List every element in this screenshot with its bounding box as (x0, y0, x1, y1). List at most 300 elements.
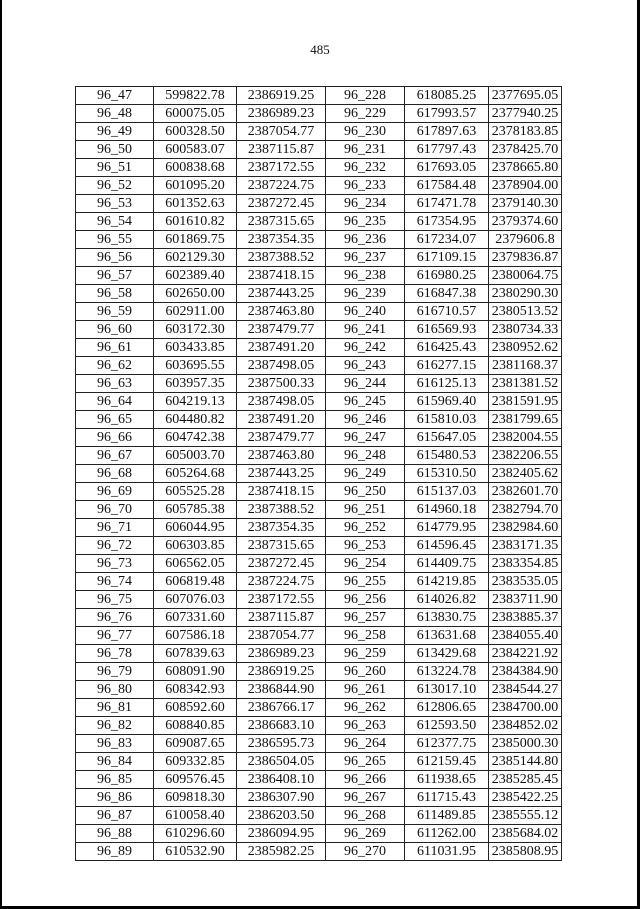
y-coordinate-cell: 2384384.90 (489, 663, 562, 681)
point-id-cell: 96_81 (76, 699, 154, 717)
point-id-cell: 96_265 (326, 753, 405, 771)
y-coordinate-cell: 2378183.85 (489, 123, 562, 141)
y-coordinate-cell: 2381799.65 (489, 411, 562, 429)
y-coordinate-cell: 2387388.52 (237, 249, 326, 267)
x-coordinate-cell: 601095.20 (154, 177, 237, 195)
point-id-cell: 96_257 (326, 609, 405, 627)
y-coordinate-cell: 2378425.70 (489, 141, 562, 159)
y-coordinate-cell: 2378904.00 (489, 177, 562, 195)
x-coordinate-cell: 601610.82 (154, 213, 237, 231)
table-row (76, 177, 562, 195)
x-coordinate-cell: 602911.00 (154, 303, 237, 321)
y-coordinate-cell: 2387115.87 (237, 141, 326, 159)
x-coordinate-cell: 614409.75 (405, 555, 489, 573)
point-id-cell: 96_244 (326, 375, 405, 393)
point-id-cell: 96_264 (326, 735, 405, 753)
y-coordinate-cell: 2387418.15 (237, 267, 326, 285)
y-coordinate-cell: 2384544.27 (489, 681, 562, 699)
x-coordinate-cell: 614960.18 (405, 501, 489, 519)
point-id-cell: 96_82 (76, 717, 154, 735)
y-coordinate-cell: 2380952.62 (489, 339, 562, 357)
y-coordinate-cell: 2379606.8 (489, 231, 562, 249)
point-id-cell: 96_57 (76, 267, 154, 285)
table-row (76, 735, 562, 753)
x-coordinate-cell: 617109.15 (405, 249, 489, 267)
point-id-cell: 96_79 (76, 663, 154, 681)
x-coordinate-cell: 600075.05 (154, 105, 237, 123)
y-coordinate-cell: 2377940.25 (489, 105, 562, 123)
point-id-cell: 96_59 (76, 303, 154, 321)
table-row (76, 411, 562, 429)
point-id-cell: 96_235 (326, 213, 405, 231)
left-border (0, 0, 2, 909)
point-id-cell: 96_68 (76, 465, 154, 483)
x-coordinate-cell: 613631.68 (405, 627, 489, 645)
table-row (76, 483, 562, 501)
x-coordinate-cell: 606044.95 (154, 519, 237, 537)
table-row (76, 753, 562, 771)
y-coordinate-cell: 2380064.75 (489, 267, 562, 285)
point-id-cell: 96_73 (76, 555, 154, 573)
point-id-cell: 96_71 (76, 519, 154, 537)
table-row (76, 681, 562, 699)
x-coordinate-cell: 615310.50 (405, 465, 489, 483)
y-coordinate-cell: 2382984.60 (489, 519, 562, 537)
x-coordinate-cell: 616125.13 (405, 375, 489, 393)
y-coordinate-cell: 2387491.20 (237, 411, 326, 429)
x-coordinate-cell: 617897.63 (405, 123, 489, 141)
point-id-cell: 96_252 (326, 519, 405, 537)
y-coordinate-cell: 2386504.05 (237, 753, 326, 771)
y-coordinate-cell: 2386766.17 (237, 699, 326, 717)
point-id-cell: 96_239 (326, 285, 405, 303)
y-coordinate-cell: 2379836.87 (489, 249, 562, 267)
y-coordinate-cell: 2386307.90 (237, 789, 326, 807)
x-coordinate-cell: 615137.03 (405, 483, 489, 501)
point-id-cell: 96_89 (76, 843, 154, 861)
y-coordinate-cell: 2381168.37 (489, 357, 562, 375)
point-id-cell: 96_64 (76, 393, 154, 411)
point-id-cell: 96_51 (76, 159, 154, 177)
x-coordinate-cell: 615647.05 (405, 429, 489, 447)
y-coordinate-cell: 2387443.25 (237, 465, 326, 483)
table-row (76, 429, 562, 447)
point-id-cell: 96_255 (326, 573, 405, 591)
y-coordinate-cell: 2382206.55 (489, 447, 562, 465)
x-coordinate-cell: 603957.35 (154, 375, 237, 393)
table-row (76, 465, 562, 483)
table-row (76, 303, 562, 321)
point-id-cell: 96_52 (76, 177, 154, 195)
point-id-cell: 96_260 (326, 663, 405, 681)
point-id-cell: 96_236 (326, 231, 405, 249)
table-row (76, 537, 562, 555)
y-coordinate-cell: 2382004.55 (489, 429, 562, 447)
x-coordinate-cell: 601352.63 (154, 195, 237, 213)
x-coordinate-cell: 600328.50 (154, 123, 237, 141)
coordinates-table (75, 86, 562, 861)
x-coordinate-cell: 614219.85 (405, 573, 489, 591)
y-coordinate-cell: 2380513.52 (489, 303, 562, 321)
table-row (76, 555, 562, 573)
point-id-cell: 96_242 (326, 339, 405, 357)
point-id-cell: 96_232 (326, 159, 405, 177)
x-coordinate-cell: 617693.05 (405, 159, 489, 177)
table-row (76, 375, 562, 393)
x-coordinate-cell: 612377.75 (405, 735, 489, 753)
y-coordinate-cell: 2387354.35 (237, 519, 326, 537)
y-coordinate-cell: 2387463.80 (237, 303, 326, 321)
y-coordinate-cell: 2387463.80 (237, 447, 326, 465)
table-row (76, 87, 562, 105)
x-coordinate-cell: 612593.50 (405, 717, 489, 735)
y-coordinate-cell: 2387272.45 (237, 555, 326, 573)
point-id-cell: 96_259 (326, 645, 405, 663)
y-coordinate-cell: 2387498.05 (237, 393, 326, 411)
table-row (76, 105, 562, 123)
table-row (76, 519, 562, 537)
point-id-cell: 96_268 (326, 807, 405, 825)
x-coordinate-cell: 614596.45 (405, 537, 489, 555)
point-id-cell: 96_228 (326, 87, 405, 105)
x-coordinate-cell: 607839.63 (154, 645, 237, 663)
y-coordinate-cell: 2386989.23 (237, 105, 326, 123)
point-id-cell: 96_47 (76, 87, 154, 105)
point-id-cell: 96_86 (76, 789, 154, 807)
point-id-cell: 96_237 (326, 249, 405, 267)
x-coordinate-cell: 615810.03 (405, 411, 489, 429)
table-row (76, 339, 562, 357)
y-coordinate-cell: 2386408.10 (237, 771, 326, 789)
table-row (76, 771, 562, 789)
y-coordinate-cell: 2383354.85 (489, 555, 562, 573)
point-id-cell: 96_266 (326, 771, 405, 789)
point-id-cell: 96_269 (326, 825, 405, 843)
y-coordinate-cell: 2387498.05 (237, 357, 326, 375)
point-id-cell: 96_267 (326, 789, 405, 807)
y-coordinate-cell: 2385144.80 (489, 753, 562, 771)
x-coordinate-cell: 600838.68 (154, 159, 237, 177)
point-id-cell: 96_233 (326, 177, 405, 195)
y-coordinate-cell: 2387172.55 (237, 591, 326, 609)
point-id-cell: 96_254 (326, 555, 405, 573)
x-coordinate-cell: 609576.45 (154, 771, 237, 789)
y-coordinate-cell: 2384055.40 (489, 627, 562, 645)
table-row (76, 195, 562, 213)
y-coordinate-cell: 2383535.05 (489, 573, 562, 591)
y-coordinate-cell: 2383171.35 (489, 537, 562, 555)
y-coordinate-cell: 2387224.75 (237, 177, 326, 195)
x-coordinate-cell: 602389.40 (154, 267, 237, 285)
x-coordinate-cell: 611031.95 (405, 843, 489, 861)
table-row (76, 231, 562, 249)
point-id-cell: 96_66 (76, 429, 154, 447)
table-row (76, 159, 562, 177)
x-coordinate-cell: 600583.07 (154, 141, 237, 159)
point-id-cell: 96_65 (76, 411, 154, 429)
y-coordinate-cell: 2386094.95 (237, 825, 326, 843)
point-id-cell: 96_74 (76, 573, 154, 591)
table-row (76, 357, 562, 375)
point-id-cell: 96_80 (76, 681, 154, 699)
x-coordinate-cell: 611262.00 (405, 825, 489, 843)
x-coordinate-cell: 609332.85 (154, 753, 237, 771)
point-id-cell: 96_231 (326, 141, 405, 159)
point-id-cell: 96_249 (326, 465, 405, 483)
y-coordinate-cell: 2386683.10 (237, 717, 326, 735)
table-row (76, 663, 562, 681)
point-id-cell: 96_256 (326, 591, 405, 609)
y-coordinate-cell: 2383885.37 (489, 609, 562, 627)
y-coordinate-cell: 2387115.87 (237, 609, 326, 627)
y-coordinate-cell: 2382405.62 (489, 465, 562, 483)
x-coordinate-cell: 601869.75 (154, 231, 237, 249)
x-coordinate-cell: 612159.45 (405, 753, 489, 771)
point-id-cell: 96_55 (76, 231, 154, 249)
point-id-cell: 96_246 (326, 411, 405, 429)
x-coordinate-cell: 611715.43 (405, 789, 489, 807)
point-id-cell: 96_247 (326, 429, 405, 447)
point-id-cell: 96_230 (326, 123, 405, 141)
point-id-cell: 96_229 (326, 105, 405, 123)
point-id-cell: 96_248 (326, 447, 405, 465)
x-coordinate-cell: 617234.07 (405, 231, 489, 249)
x-coordinate-cell: 615480.53 (405, 447, 489, 465)
x-coordinate-cell: 605785.38 (154, 501, 237, 519)
point-id-cell: 96_49 (76, 123, 154, 141)
point-id-cell: 96_60 (76, 321, 154, 339)
point-id-cell: 96_87 (76, 807, 154, 825)
y-coordinate-cell: 2387054.77 (237, 627, 326, 645)
y-coordinate-cell: 2387418.15 (237, 483, 326, 501)
y-coordinate-cell: 2386844.90 (237, 681, 326, 699)
x-coordinate-cell: 603695.55 (154, 357, 237, 375)
x-coordinate-cell: 605525.28 (154, 483, 237, 501)
y-coordinate-cell: 2382794.70 (489, 501, 562, 519)
table-row (76, 141, 562, 159)
point-id-cell: 96_253 (326, 537, 405, 555)
x-coordinate-cell: 617354.95 (405, 213, 489, 231)
point-id-cell: 96_258 (326, 627, 405, 645)
x-coordinate-cell: 599822.78 (154, 87, 237, 105)
point-id-cell: 96_63 (76, 375, 154, 393)
y-coordinate-cell: 2386919.25 (237, 663, 326, 681)
x-coordinate-cell: 604742.38 (154, 429, 237, 447)
table-row (76, 699, 562, 717)
table-row (76, 393, 562, 411)
point-id-cell: 96_54 (76, 213, 154, 231)
point-id-cell: 96_262 (326, 699, 405, 717)
table-row (76, 447, 562, 465)
x-coordinate-cell: 602129.30 (154, 249, 237, 267)
y-coordinate-cell: 2387479.77 (237, 321, 326, 339)
x-coordinate-cell: 603433.85 (154, 339, 237, 357)
point-id-cell: 96_88 (76, 825, 154, 843)
table-row (76, 609, 562, 627)
point-id-cell: 96_84 (76, 753, 154, 771)
point-id-cell: 96_238 (326, 267, 405, 285)
point-id-cell: 96_261 (326, 681, 405, 699)
x-coordinate-cell: 607076.03 (154, 591, 237, 609)
table-row (76, 123, 562, 141)
table-row (76, 321, 562, 339)
table-row (76, 591, 562, 609)
y-coordinate-cell: 2381381.52 (489, 375, 562, 393)
x-coordinate-cell: 606562.05 (154, 555, 237, 573)
y-coordinate-cell: 2384700.00 (489, 699, 562, 717)
x-coordinate-cell: 606819.48 (154, 573, 237, 591)
x-coordinate-cell: 616980.25 (405, 267, 489, 285)
x-coordinate-cell: 614779.95 (405, 519, 489, 537)
x-coordinate-cell: 616425.43 (405, 339, 489, 357)
point-id-cell: 96_241 (326, 321, 405, 339)
x-coordinate-cell: 612806.65 (405, 699, 489, 717)
x-coordinate-cell: 603172.30 (154, 321, 237, 339)
y-coordinate-cell: 2385422.25 (489, 789, 562, 807)
x-coordinate-cell: 602650.00 (154, 285, 237, 303)
x-coordinate-cell: 607586.18 (154, 627, 237, 645)
point-id-cell: 96_75 (76, 591, 154, 609)
x-coordinate-cell: 605003.70 (154, 447, 237, 465)
page-number: 485 (310, 42, 330, 57)
x-coordinate-cell: 613017.10 (405, 681, 489, 699)
point-id-cell: 96_234 (326, 195, 405, 213)
x-coordinate-cell: 614026.82 (405, 591, 489, 609)
y-coordinate-cell: 2386203.50 (237, 807, 326, 825)
point-id-cell: 96_58 (76, 285, 154, 303)
point-id-cell: 96_69 (76, 483, 154, 501)
y-coordinate-cell: 2387388.52 (237, 501, 326, 519)
table-row (76, 501, 562, 519)
y-coordinate-cell: 2380290.30 (489, 285, 562, 303)
y-coordinate-cell: 2385684.02 (489, 825, 562, 843)
y-coordinate-cell: 2387500.33 (237, 375, 326, 393)
table-row (76, 717, 562, 735)
x-coordinate-cell: 608091.90 (154, 663, 237, 681)
y-coordinate-cell: 2387479.77 (237, 429, 326, 447)
point-id-cell: 96_48 (76, 105, 154, 123)
y-coordinate-cell: 2385808.95 (489, 843, 562, 861)
table-row (76, 789, 562, 807)
y-coordinate-cell: 2387491.20 (237, 339, 326, 357)
point-id-cell: 96_56 (76, 249, 154, 267)
y-coordinate-cell: 2380734.33 (489, 321, 562, 339)
x-coordinate-cell: 608342.93 (154, 681, 237, 699)
y-coordinate-cell: 2384221.92 (489, 645, 562, 663)
point-id-cell: 96_72 (76, 537, 154, 555)
y-coordinate-cell: 2381591.95 (489, 393, 562, 411)
x-coordinate-cell: 618085.25 (405, 87, 489, 105)
x-coordinate-cell: 605264.68 (154, 465, 237, 483)
x-coordinate-cell: 610296.60 (154, 825, 237, 843)
x-coordinate-cell: 604219.13 (154, 393, 237, 411)
point-id-cell: 96_50 (76, 141, 154, 159)
point-id-cell: 96_243 (326, 357, 405, 375)
y-coordinate-cell: 2379374.60 (489, 213, 562, 231)
x-coordinate-cell: 613429.68 (405, 645, 489, 663)
x-coordinate-cell: 611938.65 (405, 771, 489, 789)
x-coordinate-cell: 608840.85 (154, 717, 237, 735)
x-coordinate-cell: 616710.57 (405, 303, 489, 321)
point-id-cell: 96_250 (326, 483, 405, 501)
x-coordinate-cell: 613224.78 (405, 663, 489, 681)
point-id-cell: 96_61 (76, 339, 154, 357)
x-coordinate-cell: 604480.82 (154, 411, 237, 429)
point-id-cell: 96_83 (76, 735, 154, 753)
x-coordinate-cell: 617993.57 (405, 105, 489, 123)
x-coordinate-cell: 609818.30 (154, 789, 237, 807)
point-id-cell: 96_85 (76, 771, 154, 789)
table-row (76, 645, 562, 663)
table-row (76, 627, 562, 645)
x-coordinate-cell: 609087.65 (154, 735, 237, 753)
x-coordinate-cell: 617471.78 (405, 195, 489, 213)
y-coordinate-cell: 2385982.25 (237, 843, 326, 861)
x-coordinate-cell: 610532.90 (154, 843, 237, 861)
y-coordinate-cell: 2385555.12 (489, 807, 562, 825)
x-coordinate-cell: 615969.40 (405, 393, 489, 411)
point-id-cell: 96_78 (76, 645, 154, 663)
point-id-cell: 96_76 (76, 609, 154, 627)
y-coordinate-cell: 2387272.45 (237, 195, 326, 213)
y-coordinate-cell: 2377695.05 (489, 87, 562, 105)
y-coordinate-cell: 2383711.90 (489, 591, 562, 609)
x-coordinate-cell: 617797.43 (405, 141, 489, 159)
table-row (76, 267, 562, 285)
x-coordinate-cell: 610058.40 (154, 807, 237, 825)
x-coordinate-cell: 616847.38 (405, 285, 489, 303)
y-coordinate-cell: 2386989.23 (237, 645, 326, 663)
point-id-cell: 96_251 (326, 501, 405, 519)
x-coordinate-cell: 616277.15 (405, 357, 489, 375)
y-coordinate-cell: 2387315.65 (237, 537, 326, 555)
x-coordinate-cell: 617584.48 (405, 177, 489, 195)
table-row (76, 825, 562, 843)
y-coordinate-cell: 2387354.35 (237, 231, 326, 249)
x-coordinate-cell: 608592.60 (154, 699, 237, 717)
y-coordinate-cell: 2387054.77 (237, 123, 326, 141)
table-row (76, 807, 562, 825)
point-id-cell: 96_77 (76, 627, 154, 645)
point-id-cell: 96_270 (326, 843, 405, 861)
x-coordinate-cell: 606303.85 (154, 537, 237, 555)
point-id-cell: 96_245 (326, 393, 405, 411)
x-coordinate-cell: 616569.93 (405, 321, 489, 339)
y-coordinate-cell: 2384852.02 (489, 717, 562, 735)
point-id-cell: 96_70 (76, 501, 154, 519)
point-id-cell: 96_240 (326, 303, 405, 321)
table-row (76, 285, 562, 303)
point-id-cell: 96_263 (326, 717, 405, 735)
y-coordinate-cell: 2387172.55 (237, 159, 326, 177)
x-coordinate-cell: 607331.60 (154, 609, 237, 627)
y-coordinate-cell: 2382601.70 (489, 483, 562, 501)
point-id-cell: 96_67 (76, 447, 154, 465)
y-coordinate-cell: 2385285.45 (489, 771, 562, 789)
y-coordinate-cell: 2387443.25 (237, 285, 326, 303)
y-coordinate-cell: 2386919.25 (237, 87, 326, 105)
table-row (76, 573, 562, 591)
x-coordinate-cell: 611489.85 (405, 807, 489, 825)
y-coordinate-cell: 2379140.30 (489, 195, 562, 213)
table-row (76, 213, 562, 231)
y-coordinate-cell: 2386595.73 (237, 735, 326, 753)
y-coordinate-cell: 2385000.30 (489, 735, 562, 753)
y-coordinate-cell: 2378665.80 (489, 159, 562, 177)
point-id-cell: 96_62 (76, 357, 154, 375)
point-id-cell: 96_53 (76, 195, 154, 213)
table-row (76, 249, 562, 267)
